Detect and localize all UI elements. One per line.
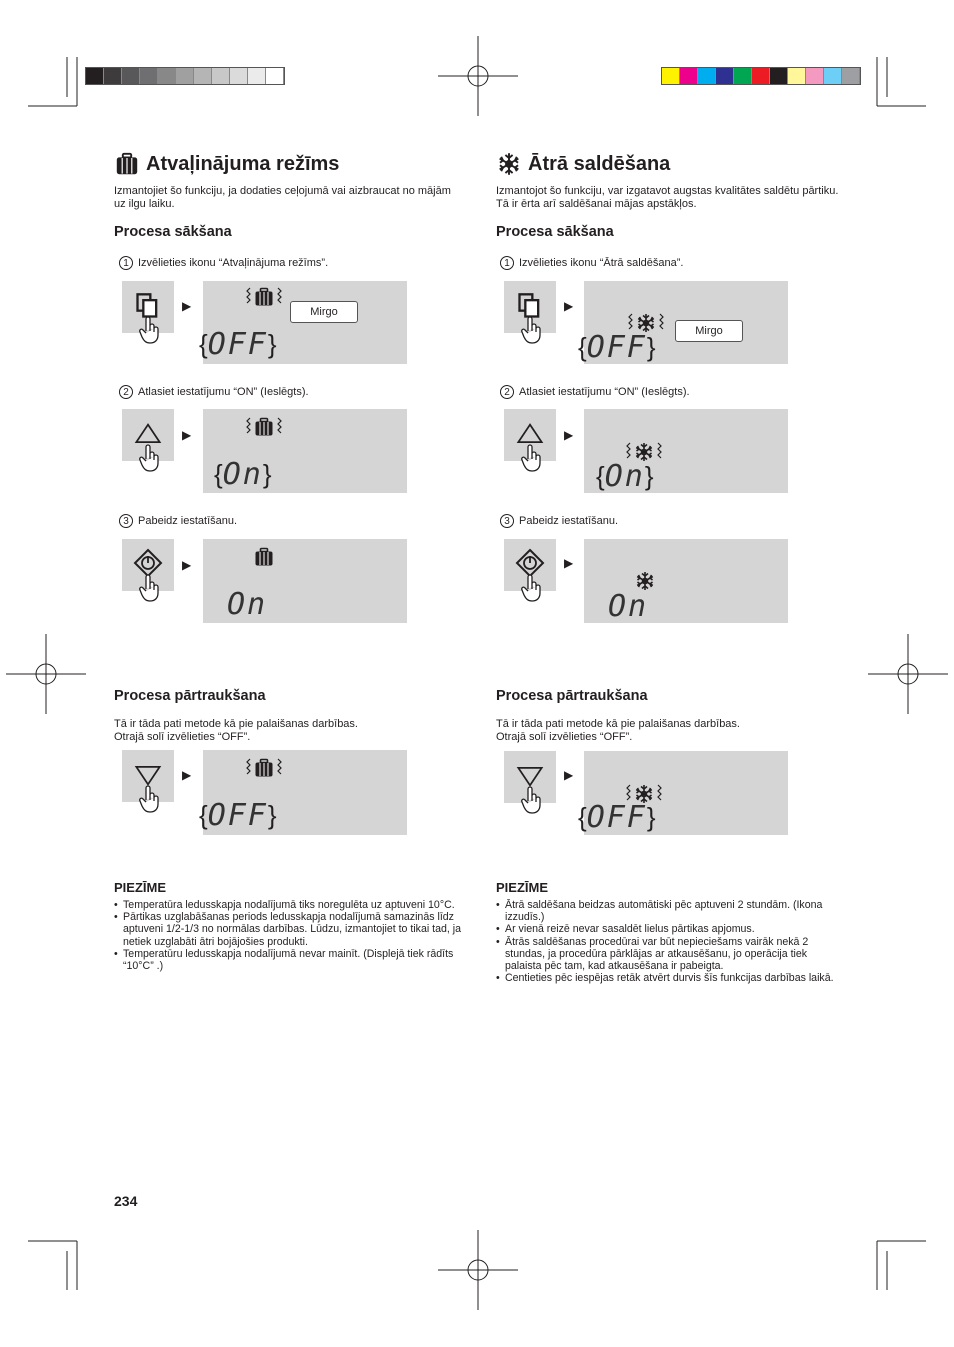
hand-pointer-icon [138,315,162,345]
arrow-icon: ▶ [564,299,574,313]
right-stop-text-1: Tā ir tāda pati metode kā pie palaišanas darbības. [496,718,740,730]
display-panel [203,409,407,493]
display-value: On [604,459,645,494]
step-text: Atlasiet iestatījumu “ON” (Ieslēgts). [519,386,690,398]
calibration-swatch [248,68,266,84]
step-number: 3 [500,514,514,528]
calibration-swatch [824,68,842,84]
blinking-suitcase-icon [244,415,284,439]
right-start-heading: Procesa sākšana [496,224,614,240]
confirm-button[interactable] [122,539,174,591]
left-title [114,152,339,176]
arrow-icon: ▶ [564,768,574,782]
calibration-swatch [212,68,230,84]
blink-label: Mirgo [290,301,358,323]
step-number: 2 [500,385,514,399]
arrow-icon: ▶ [564,556,574,570]
blinking-suitcase-icon [244,756,284,780]
suitcase-icon [254,547,274,567]
up-button[interactable] [122,409,174,461]
step-number: 1 [500,256,514,270]
left-start-heading: Procesa sākšana [114,224,232,240]
calibration-swatch [842,68,860,84]
right-notes [496,899,836,984]
note-item: • Ātrā saldēšana beidzas automātiski pēc aptuveni 2 stundām. (Ikona izzudīs.) [496,899,836,923]
display-value: On [227,587,268,622]
calibration-swatch [770,68,788,84]
display-panel [199,281,407,364]
arrow-icon: ▶ [182,299,192,313]
calibration-swatch [662,68,680,84]
color-calibration-strip [661,67,861,85]
select-button[interactable] [504,281,556,333]
step-number: 2 [119,385,133,399]
up-button[interactable] [504,409,556,461]
left-intro: Izmantojiet šo funkciju, ja dodaties ceļojumā vai aizbraucat no mājām uz ilgu laiku. [114,185,451,210]
display-value: OFF [207,327,268,362]
arrow-icon: ▶ [182,558,192,572]
select-button[interactable] [122,281,174,333]
step-number: 3 [119,514,133,528]
hand-pointer-icon [138,443,162,473]
calibration-swatch [716,68,734,84]
display-value: OFF [207,798,268,833]
calibration-swatch [752,68,770,84]
calibration-swatch [140,68,158,84]
registration-mark-bottom-icon [438,1230,518,1310]
calibration-swatch [230,68,248,84]
calibration-swatch [788,68,806,84]
left-step-2 [119,385,309,399]
arrow-icon: ▶ [182,428,192,442]
gray-calibration-strip [85,67,285,85]
down-button[interactable] [122,750,174,802]
note-item: • Ātrās saldēšanas procedūrai var būt nepieciešams vairāk nekā 2 stundas, ja procedūra pārklājas ar atkausēšanu, jo operācija tiek palaista pēc tam, kad atkausēšana ir pabeigta. [496,936,836,973]
hand-pointer-icon [138,573,162,603]
step-text: Pabeidz iestatīšanu. [519,515,619,527]
snowflake-icon [635,571,655,591]
calibration-swatch [806,68,824,84]
display-panel [578,281,788,365]
calibration-swatch [734,68,752,84]
left-title-text: Atvaļinājuma režīms [146,152,340,175]
display-panel [199,750,407,835]
right-stop-heading: Procesa pārtraukšana [496,688,648,704]
right-intro: Izmantojot šo funkciju, var izgatavot augstas kvalitātes saldētu pārtiku. Tā ir ērta arī saldēšanai mājas apstākļos. [496,185,839,210]
step-number: 1 [119,256,133,270]
registration-mark-top-icon [438,36,518,116]
display-value: OFF [586,800,647,835]
note-item: • Temperatūra ledusskapja nodalījumā tiks noregulēta uz aptuveni 10°C. [114,899,464,911]
display-panel [578,751,788,835]
left-stop-heading: Procesa pārtraukšana [114,688,266,704]
display-readout: { On } [214,457,272,492]
calibration-swatch [266,68,284,84]
note-item: • Centieties pēc iespējas retāk atvērt durvis šīs funkcijas darbības laikā. [496,972,836,984]
display-value: On [608,589,649,624]
step-text: Izvēlieties ikonu “Ātrā saldēšana”. [519,257,684,269]
right-step-1 [500,256,683,270]
note-item: • Pārtikas uzglabāšanas periods ledusskapja nodalījumā samazinās līdz aptuveni 1/2-1/3 no normālas darbības. Lūdzu, izmantojiet to tikai tad, ja netiek uzglabāti ātri bojājošies produkti. [114,911,464,948]
hand-pointer-icon [138,784,162,814]
display-panel [584,409,788,493]
blink-label: Mirgo [675,320,743,342]
display-readout: { On } [596,459,654,494]
calibration-swatch [86,68,104,84]
note-item: • Temperatūru ledusskapja nodalījumā nevar mainīt. (Displejā tiek rādīts “10°C” .) [114,948,464,972]
blinking-suitcase-icon [244,285,284,309]
hand-pointer-icon [520,785,544,815]
display-panel [203,539,407,623]
left-step-1 [119,256,328,270]
calibration-swatch [158,68,176,84]
calibration-swatch [176,68,194,84]
right-stop-text-2: Otrajā solī izvēlieties “OFF”. [496,731,633,743]
right-step-3 [500,514,618,528]
hand-pointer-icon [520,315,544,345]
right-step-2 [500,385,690,399]
page-number: 234 [114,1193,138,1209]
display-readout [227,587,267,622]
calibration-swatch [104,68,122,84]
step-text: Izvēlieties ikonu “Atvaļinājuma režīms”. [138,257,329,269]
step-text: Atlasiet iestatījumu “ON” (Ieslēgts). [138,386,309,398]
calibration-swatch [194,68,212,84]
display-readout: { OFF } [199,798,277,833]
down-button[interactable] [504,751,556,803]
hand-pointer-icon [520,443,544,473]
snowflake-icon [496,152,522,176]
arrow-icon: ▶ [182,768,192,782]
display-readout [608,589,648,624]
registration-mark-right-icon [868,634,948,714]
display-readout: { OFF } [199,327,277,362]
arrow-icon: ▶ [564,428,574,442]
right-note-title: PIEZĪME [496,880,549,895]
confirm-button[interactable] [504,539,556,591]
hand-pointer-icon [520,573,544,603]
display-value: OFF [586,330,647,365]
calibration-swatch [680,68,698,84]
left-stop-text-2: Otrajā solī izvēlieties “OFF”. [114,731,251,743]
display-value: On [222,457,263,492]
display-readout: { OFF } [578,800,656,835]
right-title-text: Ātrā saldēšana [528,152,671,175]
left-step-3 [119,514,237,528]
display-readout: { OFF } [578,330,656,365]
note-item: • Ar vienā reizē nevar sasaldēt lielus pārtikas apjomus. [496,923,836,935]
display-panel [584,539,788,623]
suitcase-icon [114,152,140,176]
registration-mark-left-icon [6,634,86,714]
left-stop-text-1: Tā ir tāda pati metode kā pie palaišanas darbības. [114,718,358,730]
left-note-title: PIEZĪME [114,880,167,895]
left-notes [114,899,464,972]
calibration-swatch [698,68,716,84]
step-text: Pabeidz iestatīšanu. [138,515,238,527]
right-title [496,152,670,176]
calibration-swatch [122,68,140,84]
